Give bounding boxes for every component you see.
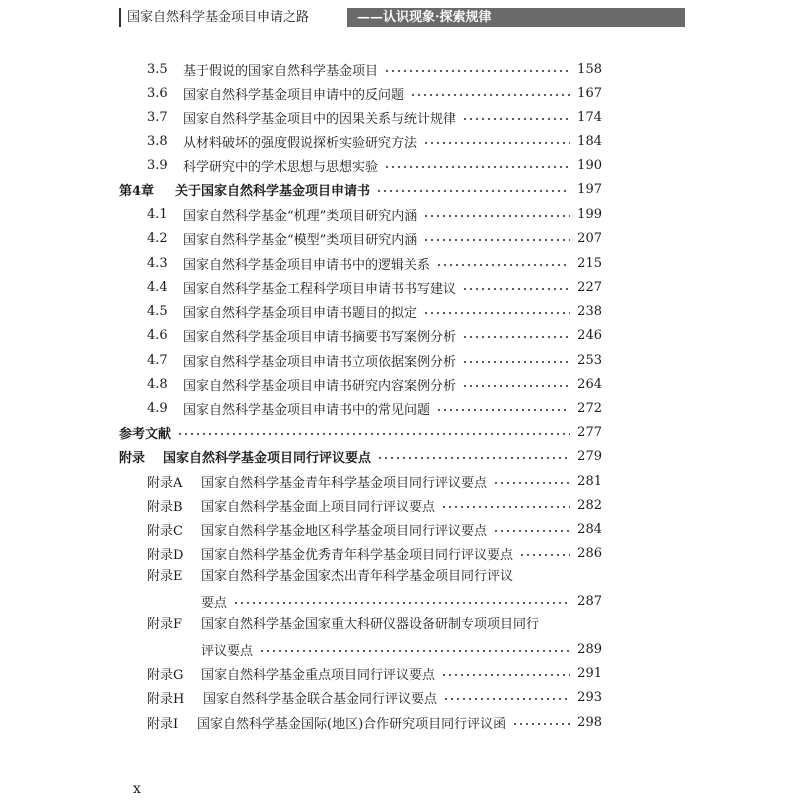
- toc-entry[interactable]: [147, 494, 602, 516]
- leader-dots: [410, 94, 570, 96]
- toc-entry[interactable]: [147, 349, 602, 371]
- leader-dots: [493, 482, 570, 484]
- toc-entry[interactable]: [147, 82, 602, 104]
- leader-dots: [462, 385, 570, 387]
- entry-title: 国家自然科学基金项目中的因果关系与统计规律: [183, 111, 457, 127]
- leader-dots: [377, 457, 570, 459]
- entry-page: 291: [577, 665, 602, 681]
- entry-number: 附录B: [147, 499, 183, 515]
- toc-entry[interactable]: [147, 324, 602, 346]
- leader-dots: [462, 361, 570, 363]
- toc-entry[interactable]: [147, 711, 602, 733]
- entry-title: 国家自然科学基金国际(地区)合作研究项目同行评议函: [197, 716, 507, 732]
- entry-number: 附录A: [147, 475, 183, 491]
- entry-page: 167: [577, 85, 602, 101]
- entry-page: 284: [577, 521, 602, 537]
- toc-entry[interactable]: [147, 276, 602, 298]
- toc-entry[interactable]: [147, 154, 602, 176]
- entry-page: 215: [577, 255, 602, 271]
- entry-page: 227: [577, 279, 602, 295]
- entry-page: 272: [577, 400, 602, 416]
- entry-page: 287: [577, 593, 602, 609]
- leader-dots: [423, 312, 570, 314]
- toc-entry[interactable]: [147, 203, 602, 225]
- leader-dots: [441, 506, 570, 508]
- entry-title: 国家自然科学基金项目申请书中的常见问题: [183, 402, 431, 418]
- toc-references-entry[interactable]: [119, 421, 602, 443]
- entry-page: 282: [577, 497, 602, 513]
- entry-title: 国家自然科学基金项目申请书立项依据案例分析: [183, 354, 457, 370]
- entry-title: 科学研究中的学术思想与思想实验: [183, 159, 379, 175]
- entry-number: 3.9: [147, 157, 168, 173]
- leader-dots: [441, 674, 570, 676]
- appendix-label: 附录: [119, 450, 146, 466]
- entry-title-continuation: 评议要点: [201, 643, 254, 659]
- entry-title: 基于假说的国家自然科学基金项目: [183, 63, 379, 79]
- toc-entry-first-line[interactable]: [147, 566, 513, 588]
- chapter-number: 第4章: [119, 183, 155, 199]
- toc-entry[interactable]: [147, 300, 602, 322]
- entry-page: 199: [577, 206, 602, 222]
- entry-title: 国家自然科学基金项目申请书摘要书写案例分析: [183, 329, 457, 345]
- entry-page: 207: [577, 230, 602, 246]
- entry-page: 158: [577, 61, 602, 77]
- toc-entry-first-line[interactable]: [147, 614, 539, 636]
- leader-dots: [376, 190, 570, 192]
- leader-dots: [423, 239, 570, 241]
- toc-entry[interactable]: [147, 227, 602, 249]
- entry-title: 国家自然科学基金项目申请书研究内容案例分析: [183, 378, 457, 394]
- entry-number: 附录G: [147, 667, 184, 683]
- references-title: 参考文献: [119, 426, 172, 442]
- toc-entry[interactable]: [147, 662, 602, 684]
- entry-number: 附录C: [147, 523, 183, 539]
- entry-number: 4.6: [147, 327, 168, 343]
- toc-chapter-entry[interactable]: [119, 178, 602, 200]
- entry-title: 国家自然科学基金面上项目同行评议要点: [201, 499, 436, 515]
- toc-entry[interactable]: [147, 130, 602, 152]
- entry-page: 197: [577, 181, 602, 197]
- entry-title: 从材料破坏的强度假说探析实验研究方法: [183, 135, 418, 151]
- entry-number: 4.2: [147, 230, 168, 246]
- entry-title: 国家自然科学基金“模型”类项目研究内涵: [183, 232, 418, 248]
- book-title: 国家自然科学基金项目申请之路: [119, 8, 347, 27]
- entry-number: 3.6: [147, 85, 168, 101]
- entry-page: 286: [577, 545, 602, 561]
- leader-dots: [436, 264, 570, 266]
- entry-number: 4.5: [147, 303, 168, 319]
- leader-dots: [423, 142, 570, 144]
- page-number: x: [133, 781, 141, 797]
- entry-title: 国家自然科学基金工程科学项目申请书书写建议: [183, 281, 457, 297]
- entry-number: 3.7: [147, 109, 168, 125]
- entry-page: 281: [577, 473, 602, 489]
- entry-number: 附录E: [147, 569, 183, 584]
- toc-entry[interactable]: [147, 373, 602, 395]
- entry-page: 298: [577, 714, 602, 730]
- appendix-title: 国家自然科学基金项目同行评议要点: [163, 450, 372, 466]
- entry-page: 279: [577, 448, 602, 464]
- entry-page: 289: [577, 641, 602, 657]
- entry-page: 238: [577, 303, 602, 319]
- entry-number: 附录D: [147, 547, 184, 563]
- toc-entry[interactable]: [147, 252, 602, 274]
- running-header: [119, 8, 685, 27]
- toc-appendix-entry[interactable]: [119, 445, 602, 467]
- entry-number: 4.1: [147, 206, 168, 222]
- toc-entry[interactable]: [147, 470, 602, 492]
- leader-dots: [233, 602, 570, 604]
- entry-title: 国家自然科学基金重点项目同行评议要点: [201, 667, 436, 683]
- entry-title: 国家自然科学基金国家杰出青年科学基金项目同行评议: [201, 569, 514, 584]
- entry-number: 附录I: [147, 716, 179, 732]
- entry-title: 国家自然科学基金项目申请中的反问题: [183, 87, 405, 103]
- leader-dots: [462, 288, 570, 290]
- toc-entry-continuation[interactable]: [201, 638, 602, 660]
- leader-dots: [384, 166, 570, 168]
- leader-dots: [384, 70, 570, 72]
- entry-title: 国家自然科学基金地区科学基金项目同行评议要点: [201, 523, 488, 539]
- entry-page: 174: [577, 109, 602, 125]
- leader-dots: [259, 650, 570, 652]
- leader-dots: [177, 433, 570, 435]
- toc-entry[interactable]: [147, 397, 602, 419]
- entry-title: 国家自然科学基金“机理”类项目研究内涵: [183, 208, 418, 224]
- toc-entry[interactable]: [147, 106, 602, 128]
- entry-title: 国家自然科学基金青年科学基金项目同行评议要点: [201, 475, 488, 491]
- entry-page: 190: [577, 157, 602, 173]
- toc-entry-continuation[interactable]: [201, 590, 602, 612]
- leader-dots: [462, 336, 570, 338]
- entry-number: 4.8: [147, 376, 168, 392]
- entry-number: 4.7: [147, 352, 168, 368]
- entry-number: 3.5: [147, 61, 168, 77]
- toc-entry[interactable]: [147, 686, 602, 708]
- toc-entry[interactable]: [147, 518, 602, 540]
- entry-number: 附录F: [147, 617, 183, 632]
- entry-title: 国家自然科学基金优秀青年科学基金项目同行评议要点: [201, 547, 514, 563]
- entry-title: 国家自然科学基金项目申请书中的逻辑关系: [183, 257, 431, 273]
- toc-entry[interactable]: [147, 542, 602, 564]
- entry-number: 4.3: [147, 255, 168, 271]
- entry-number: 3.8: [147, 133, 168, 149]
- entry-page: 246: [577, 327, 602, 343]
- leader-dots: [443, 698, 570, 700]
- series-subtitle: ——认识现象·探索规律: [347, 8, 685, 27]
- chapter-title: 关于国家自然科学基金项目申请书: [175, 183, 371, 199]
- entry-title: 国家自然科学基金项目申请书题目的拟定: [183, 305, 418, 321]
- entry-title: 国家自然科学基金联合基金同行评议要点: [203, 691, 438, 707]
- entry-number: 附录H: [147, 691, 185, 707]
- leader-dots: [436, 409, 570, 411]
- leader-dots: [493, 530, 570, 532]
- entry-page: 184: [577, 133, 602, 149]
- entry-title-continuation: 要点: [201, 595, 228, 611]
- entry-page: 293: [577, 689, 602, 705]
- leader-dots: [512, 723, 570, 725]
- entry-title: 国家自然科学基金国家重大科研仪器设备研制专项项目同行: [201, 617, 540, 632]
- entry-number: 4.4: [147, 279, 168, 295]
- leader-dots: [519, 554, 570, 556]
- leader-dots: [462, 118, 570, 120]
- entry-page: 277: [577, 424, 602, 440]
- leader-dots: [423, 215, 570, 217]
- toc-entry[interactable]: [147, 58, 602, 80]
- entry-page: 253: [577, 352, 602, 368]
- entry-page: 264: [577, 376, 602, 392]
- entry-number: 4.9: [147, 400, 168, 416]
